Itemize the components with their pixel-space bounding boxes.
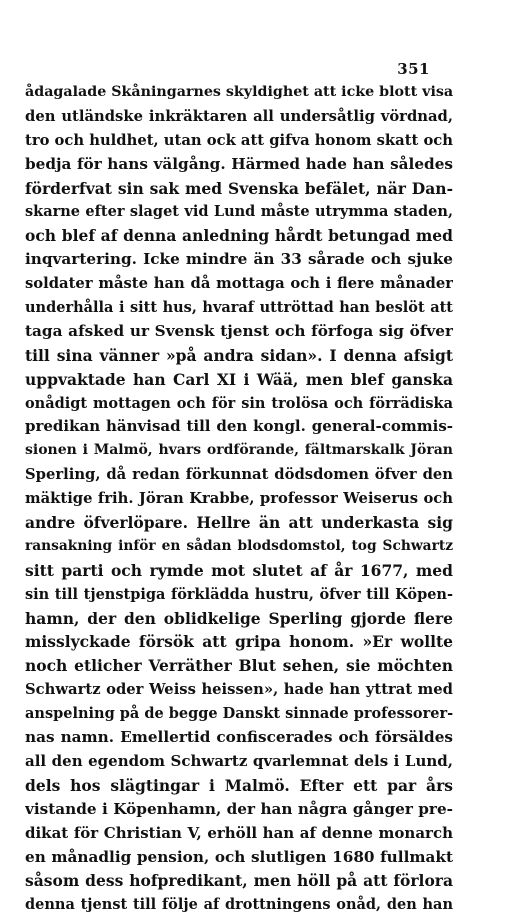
- page-number: 351: [397, 60, 430, 78]
- text-line: inqvartering. Icke mindre än 33 sårade och sjuke: [25, 250, 453, 269]
- text-line: vistande i Köpenhamn, der han några gånger pre-: [25, 799, 453, 818]
- text-line: nas namn. Emellertid confiscerades och försäldes: [25, 728, 453, 747]
- body-text: [25, 81, 453, 917]
- text-line: dels hos slägtingar i Malmö. Efter ett par års: [25, 775, 453, 795]
- text-line: mäktige frih. Jöran Krabbe, professor Weiserus och: [25, 490, 453, 508]
- text-line: soldater måste han då mottaga och i flere månader: [25, 275, 453, 293]
- text-line: och blef af denna anledning hårdt betungad med: [25, 226, 453, 246]
- text-line: predikan hänvisad till den kongl. general-commis-: [25, 417, 453, 436]
- text-line: noch etlicher Verräther Blut sehen, sie möchten: [25, 656, 453, 676]
- text-line: skarne efter slaget vid Lund måste utrymma staden,: [25, 203, 453, 221]
- text-line: Schwartz oder Weiss heissen», hade han yttrat med: [25, 681, 453, 699]
- text-line: uppvaktade han Carl XI i Wää, men blef ganska: [25, 369, 453, 389]
- text-line: all den egendom Schwartz qvarlemnat dels i Lund,: [25, 751, 453, 770]
- text-line: sitt parti och rymde mot slutet af år 1677, med: [25, 560, 453, 580]
- text-line: denna tjenst till följe af drottningens onåd, den han: [25, 896, 453, 914]
- text-line: den utländske inkräktaren all undersåtlig vördnad,: [25, 107, 453, 125]
- text-line: tro och huldhet, utan ock att gifva honom skatt och: [25, 131, 453, 149]
- text-line: hamn, der den oblidkelige Sperling gjorde flere: [25, 608, 453, 628]
- text-line: såsom dess hofpredikant, men höll på att förlora: [25, 871, 453, 891]
- text-line: andre öfverlöpare. Hellre än att underkasta sig: [25, 513, 453, 533]
- text-line: förderfvat sin sak med Svenska befälet, när Dan-: [25, 178, 453, 198]
- text-line: Sperling, då redan förkunnat dödsdomen öfver den: [25, 466, 453, 484]
- text-line: underhålla i sitt hus, hvaraf uttröttad han beslöt att: [25, 299, 453, 317]
- text-line: ådagalade Skåningarnes skyldighet att icke blott visa: [25, 84, 453, 100]
- text-line: sin till tjenstpiga förklädda hustru, öfver till Köpen-: [25, 585, 453, 603]
- text-line: bedja för hans välgång. Härmed hade han således: [25, 154, 453, 173]
- text-line: anspelning på de begge Danskt sinnade professorer-: [25, 705, 453, 723]
- text-line: dikat för Christian V, erhöll han af denne monarch: [25, 823, 453, 842]
- text-line: ransakning inför en sådan blodsdomstol, tog Schwartz: [25, 537, 453, 554]
- text-line: taga afsked ur Svensk tjenst och förfoga sig öfver: [25, 321, 453, 340]
- text-line: onådigt mottagen och för sin trolösa och förrädiska: [25, 394, 453, 412]
- text-line: misslyckade försök att gripa honom. »Er wollte: [25, 632, 453, 652]
- text-line: till sina vänner »på andra sidan». I denna afsigt: [25, 345, 453, 365]
- text-line: sionen i Malmö, hvars ordförande, fältmarskalk Jöran: [25, 442, 453, 459]
- text-line: en månadlig pension, och slutligen 1680 fullmakt: [25, 847, 453, 866]
